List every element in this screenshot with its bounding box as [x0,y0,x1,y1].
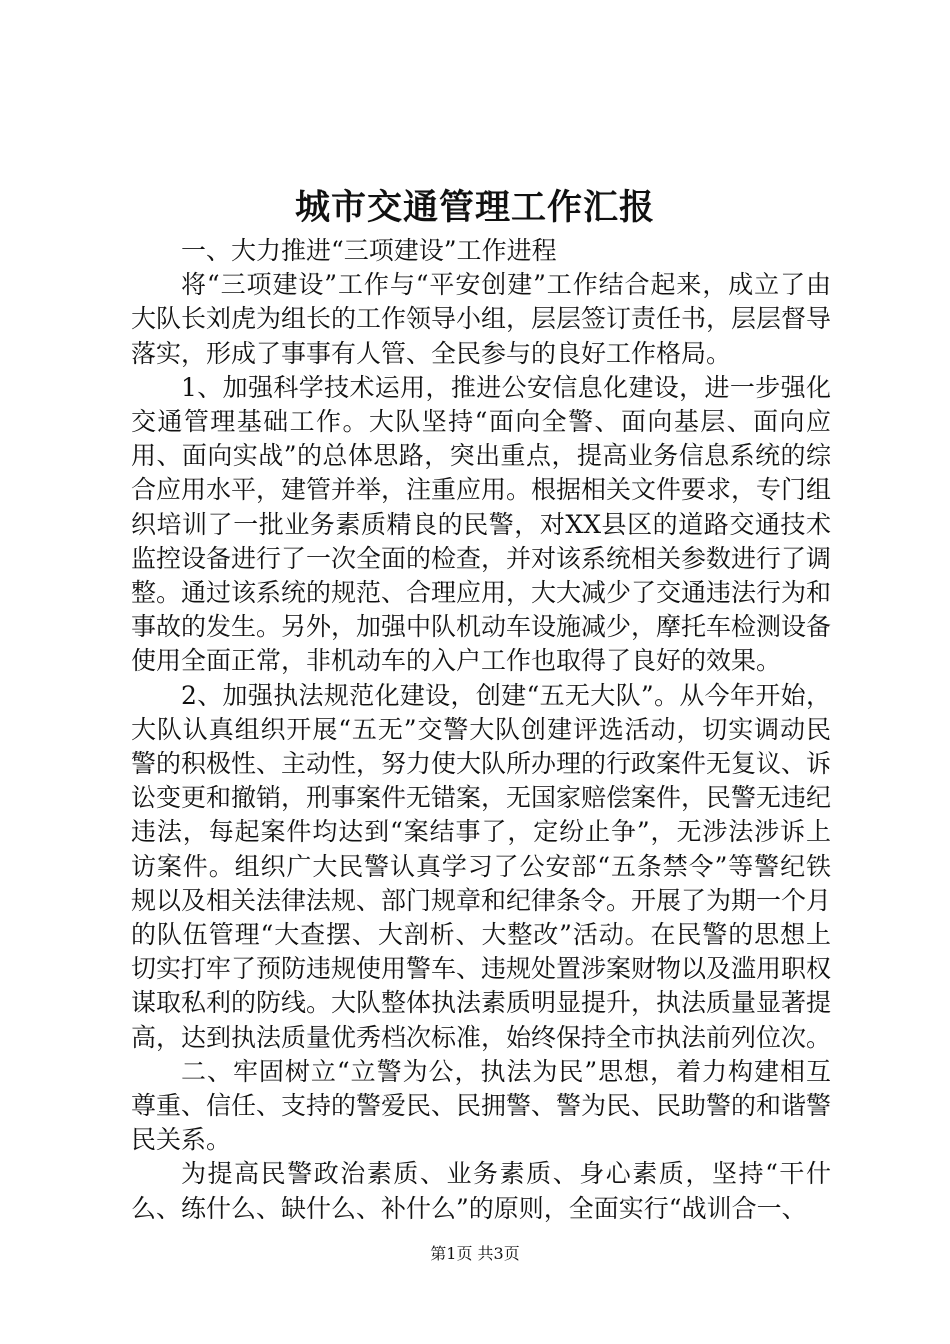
paragraph: 1、加强科学技术运用，推进公安信息化建设，进一步强化交通管理基础工作。大队坚持“面向全警、面向基层、面向应用、面向实战”的总体思路，突出重点，提高业务信息系统的综合应用水平，建管并举，注重应用。根据相关文件要求，专门组织培训了一批业务素质精良的民警，对XX县区的道路交通技术监控设备进行了一次全面的检查，并对该系统相关参数进行了调整。通过该系统的规范、合理应用，大大减少了交通违法行为和事故的发生。另外，加强中队机动车设施减少，摩托车检测设备使用全面正常，非机动车的入户工作也取得了良好的效果。 [131,372,832,676]
page-footer: 第1页 共3页 [430,1244,520,1263]
document-title: 城市交通管理工作汇报 [294,187,655,228]
paragraph: 2、加强执法规范化建设，创建“五无大队”。从今年开始，大队认真组织开展“五无”交警大队创建评选活动，切实调动民警的积极性、主动性，努力使大队所办理的行政案件无复议、诉讼变更和撤销，刑事案件无错案，无国家赔偿案件，民警无违纪违法，每起案件均达到“案结事了，定纷止争”，无涉法涉诉上访案件。组织广大民警认真学习了公安部“五条禁令”等警纪铁规以及相关法律法规、部门规章和纪律条令。开展了为期一个月的队伍管理“大查摆、大剖析、大整改”活动。在民警的思想上切实打牢了预防违规使用警车、违规处置涉案财物以及滥用职权谋取私利的防线。大队整体执法素质明显提升，执法质量显著提高，达到执法质量优秀档次标准，始终保持全市执法前列位次。 [131,680,832,1052]
paragraph: 将“三项建设”工作与“平安创建”工作结合起来，成立了由大队长刘虎为组长的工作领导小组，层层签订责任书，层层督导落实，形成了事事有人管、全民参与的良好工作格局。 [131,270,832,368]
paragraph: 为提高民警政治素质、业务素质、身心素质，坚持“干什么、练什么、缺什么、补什么”的原则，全面实行“战训合一、 [131,1159,831,1223]
section-heading-1: 一、大力推进“三项建设”工作进程 [181,236,557,265]
section-heading-2: 二、牢固树立“立警为公，执法为民”思想，着力构建相互尊重、信任、支持的警爱民、民拥警、警为民、民助警的和谐警民关系。 [131,1056,832,1155]
document-body [131,234,831,1226]
